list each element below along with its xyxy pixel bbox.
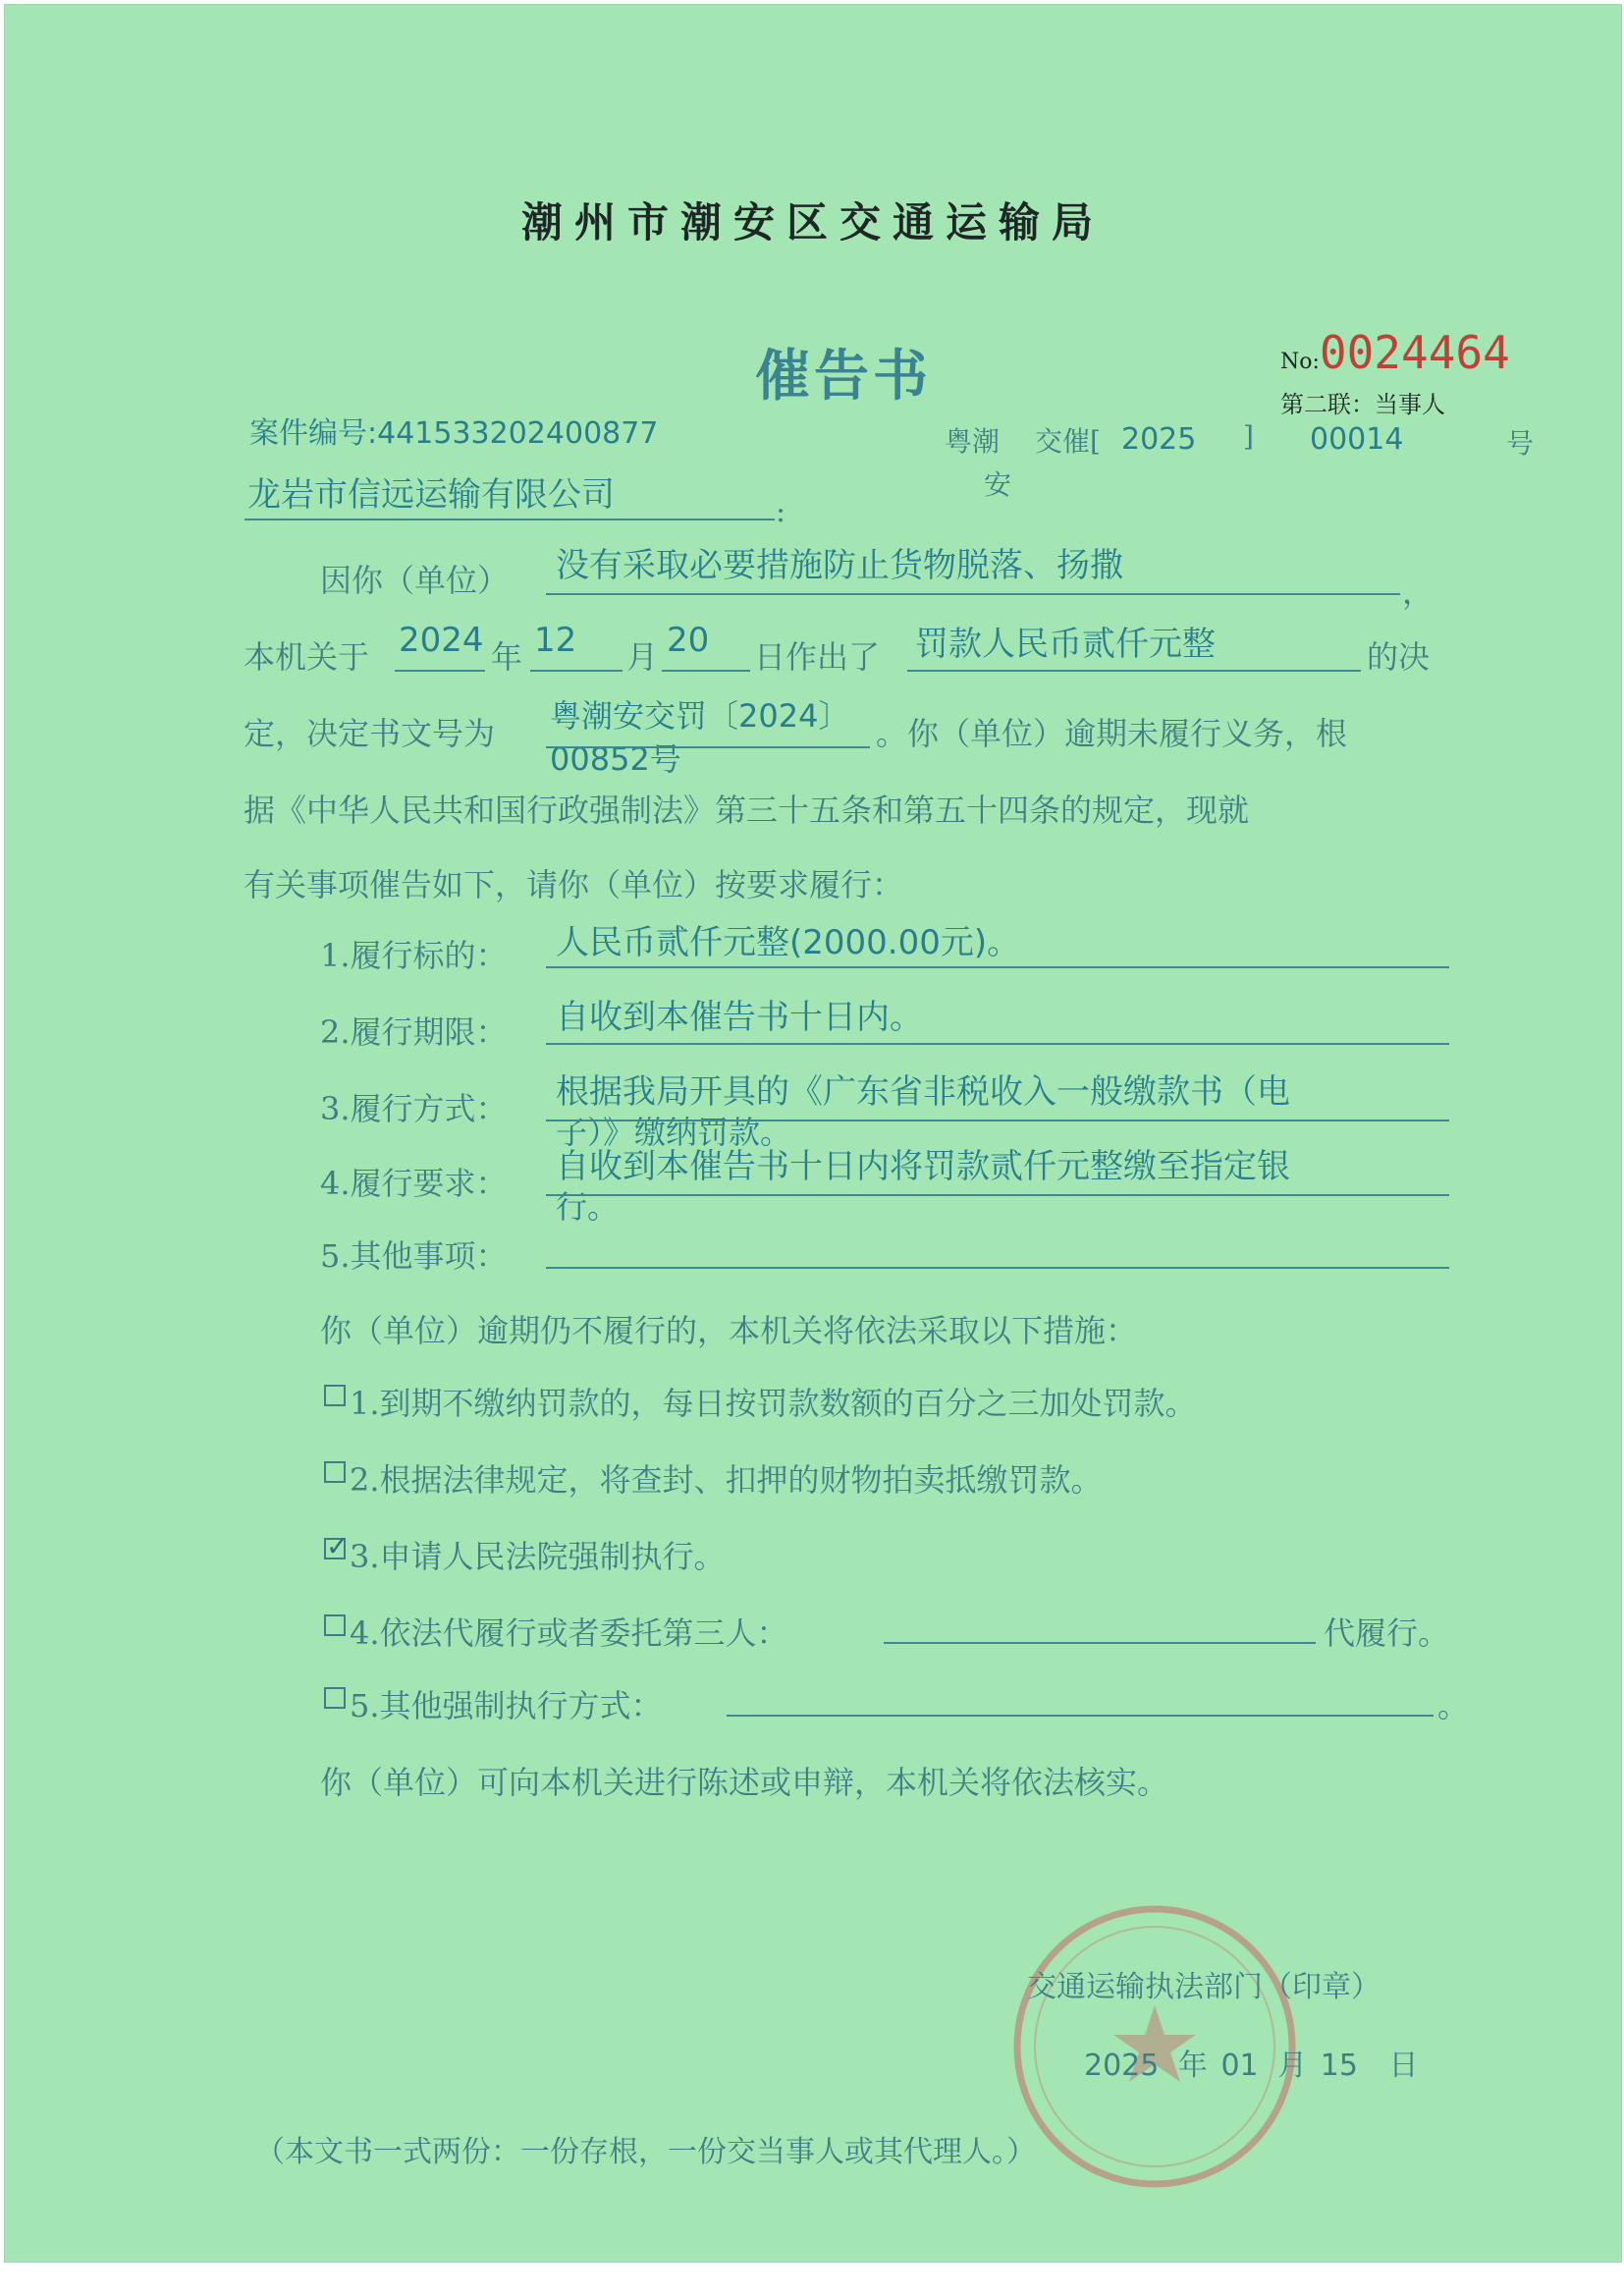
item-4-value-line-2: 行。 (556, 1188, 620, 1226)
notice-form (4, 4, 1622, 2263)
doc-type: 交催[ (1035, 425, 1101, 458)
measure-4-checkbox[interactable] (324, 1614, 346, 1636)
notice-intro: 有关事项催告如下，请你（单位）按要求履行： (244, 866, 904, 903)
statement-notice: 你（单位）可向本机关进行陈述或申辩，本机关将依法核实。 (320, 1764, 1169, 1801)
measure-5-text: 5.其他强制执行方式： (350, 1687, 663, 1724)
item-3-underline (546, 1120, 1449, 1121)
document-title: 催告书 (755, 344, 932, 409)
item-1-label: 1.履行标的： (320, 937, 508, 974)
sign-year-unit: 年 (1177, 2049, 1208, 2083)
decision-month: 12 (534, 621, 577, 660)
sign-day-unit: 日 (1388, 2049, 1419, 2083)
item-3-value-line-1: 根据我局开具的《广东省非税收入一般缴款书（电 (556, 1072, 1290, 1112)
item-2-value: 自收到本催告书十日内。 (556, 998, 923, 1037)
item-5-label: 5.其他事项： (320, 1237, 508, 1275)
serial-no-label: No: (1280, 350, 1320, 374)
decision-year-underline (395, 670, 485, 672)
decision-no-lead: 定，决定书文号为 (244, 715, 496, 752)
decision-month-underline (530, 670, 623, 672)
doc-suffix: 号 (1506, 427, 1535, 460)
decision-month-unit: 月 (626, 638, 659, 676)
item-4-label: 4.履行要求： (320, 1165, 508, 1202)
item-4-underline (546, 1194, 1449, 1196)
sign-month: 01 (1220, 2049, 1259, 2083)
reason-underline (546, 593, 1400, 595)
doc-prefix-2: 安 (984, 468, 1012, 501)
signing-department: 交通运输执法部门（印章） (1027, 1970, 1380, 2004)
recipient-name: 龙岩市信远运输有限公司 (247, 475, 615, 515)
decision-lead: 本机关于 (244, 638, 370, 676)
measure-4-text: 4.依法代履行或者委托第三人： (350, 1614, 788, 1652)
measure-3-checkbox[interactable] (324, 1538, 346, 1559)
measure-2-text: 2.根据法律规定，将查封、扣押的财物拍卖抵缴罚款。 (350, 1461, 1103, 1499)
serial-number (1280, 326, 1510, 379)
measure-5-end: 。 (1437, 1687, 1470, 1724)
measure-1-text: 1.到期不缴纳罚款的，每日按罚款数额的百分之三加处罚款。 (350, 1385, 1197, 1422)
serial-no-value: 0024464 (1319, 326, 1510, 379)
item-3-label: 3.履行方式： (320, 1090, 508, 1127)
decision-number-line-2: 00852号 (550, 740, 681, 778)
item-3-value-line-2: 子）》缴纳罚款。 (556, 1114, 792, 1151)
doc-prefix-1: 粤潮 (945, 425, 1001, 458)
footer-note: （本文书一式两份：一份存根，一份交当事人或其代理人。） (255, 2135, 1036, 2169)
sign-day: 15 (1320, 2049, 1358, 2083)
doc-serial: 00014 (1310, 422, 1404, 457)
measure-5-underline (727, 1715, 1434, 1717)
item-2-label: 2.履行期限： (320, 1013, 508, 1051)
decision-year: 2024 (399, 621, 484, 660)
recipient-colon: : (776, 495, 786, 529)
item-1-value: 人民币贰仟元整(2000.00元)。 (556, 923, 1021, 962)
decision-end: 的决 (1367, 638, 1431, 676)
measure-4-end: 代履行。 (1324, 1614, 1450, 1652)
reason-end: ， (1402, 574, 1435, 611)
legal-basis: 据《中华人民共和国行政强制法》第三十五条和第五十四条的规定，现就 (244, 792, 1250, 829)
measure-3-text: 3.申请人民法院强制执行。 (350, 1538, 726, 1575)
measures-intro: 你（单位）逾期仍不履行的，本机关将依法采取以下措施： (320, 1312, 1138, 1349)
measure-2-checkbox[interactable] (324, 1461, 346, 1483)
decision-number-line-1: 粤潮安交罚〔2024〕 (550, 697, 850, 735)
violation-reason: 没有采取必要措施防止货物脱落、扬撒 (556, 546, 1123, 585)
case-number: 案件编号:441533202400877 (249, 416, 659, 451)
reason-lead: 因你（单位） (320, 562, 510, 599)
doc-year: 2025 (1121, 422, 1197, 457)
decision-day-underline (662, 670, 750, 672)
copy-label: 第二联：当事人 (1280, 391, 1445, 418)
sign-month-unit: 月 (1277, 2049, 1308, 2083)
decision-no-end: 。你（单位）逾期未履行义务，根 (876, 715, 1348, 752)
decision-day-unit: 日作出了 (754, 638, 881, 676)
measure-1-checkbox[interactable] (324, 1385, 346, 1406)
decision-content: 罚款人民币贰仟元整 (915, 625, 1216, 664)
item-1-underline (546, 966, 1449, 968)
agency-name: 潮州市潮安区交通运输局 (520, 198, 1105, 246)
decision-number-underline (546, 746, 870, 748)
measure-5-checkbox[interactable] (324, 1687, 346, 1709)
item-4-value-line-1: 自收到本催告书十日内将罚款贰仟元整缴至指定银 (556, 1147, 1290, 1186)
signing-date (1084, 2041, 1418, 2084)
recipient-underline (244, 519, 775, 520)
decision-year-unit: 年 (491, 638, 523, 676)
decision-content-underline (907, 670, 1361, 672)
decision-day: 20 (667, 621, 710, 660)
sign-year: 2025 (1084, 2049, 1160, 2083)
measure-4-underline (884, 1642, 1316, 1644)
item-5-underline (546, 1267, 1449, 1269)
item-2-underline (546, 1043, 1449, 1045)
doc-bracket-close: ] (1243, 420, 1254, 453)
